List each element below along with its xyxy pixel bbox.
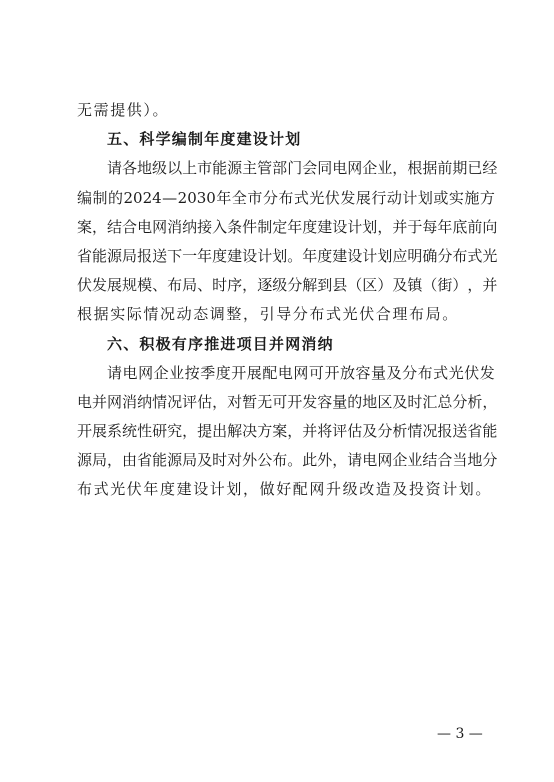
paragraph-line: 请 电 网 企 业 按 季 度 开 展 配 电 网 可 开 放 容 量 及 分 布 式 光 伏 发 [107,363,495,382]
section-heading-5: 五、科学编制年度建设计划 [107,130,302,149]
paragraph-line: 布式光伏年度建设计划，做好配网升级改造及投资计划。 [77,480,493,499]
paragraph-line: 无需提供）。 [77,101,170,119]
paragraph-line: 根据实际情况动态调整，引导分布式光伏合理布局。 [77,305,459,324]
paragraph-line: 源 局 ， 由 省 能 源 局 及 时 对 外 公 布 。 此 外 ， 请 电 网 企 业 结 合 当 地 分 [77,451,498,470]
paragraph-line: 电 并 网 消 纳 情 况 评 估 ， 对 暂 无 可 开 发 容 量 的 地 区 及 时 汇 总 分 析 ， [77,392,498,411]
section-heading-6: 六、积极有序推进项目并网消纳 [107,334,334,353]
paragraph-line: 案 ， 结 合 电 网 消 纳 接 入 条 件 制 定 年 度 建 设 计 划 ， 并 于 每 年 底 前 向 [77,217,498,236]
paragraph-line: 编 制 的 2024 — 2030 年 全 市 分 布 式 光 伏 发 展 行 动 计 划 或 实 施 方 [77,188,495,207]
paragraph-line: 伏 发 展 规 模 、 布 局 、 时 序 ， 逐 级 分 解 到 县 （ 区 ） 及 镇 （ 街 ） ， 并 [77,276,498,295]
paragraph-line: 省 能 源 局 报 送 下 一 年 度 建 设 计 划 。 年 度 建 设 计 划 应 明 确 分 布 式 光 [77,246,498,265]
paragraph-line: 开 展 系 统 性 研 究 ， 提 出 解 决 方 案 ， 并 将 评 估 及 分 析 情 况 报 送 省 能 [77,422,498,441]
paragraph-line: 请 各 地 级 以 上 市 能 源 主 管 部 门 会 同 电 网 企 业 ， 根 据 前 期 已 经 [107,159,498,178]
document-body [77,96,498,505]
page-number: — 3 — [437,726,483,742]
